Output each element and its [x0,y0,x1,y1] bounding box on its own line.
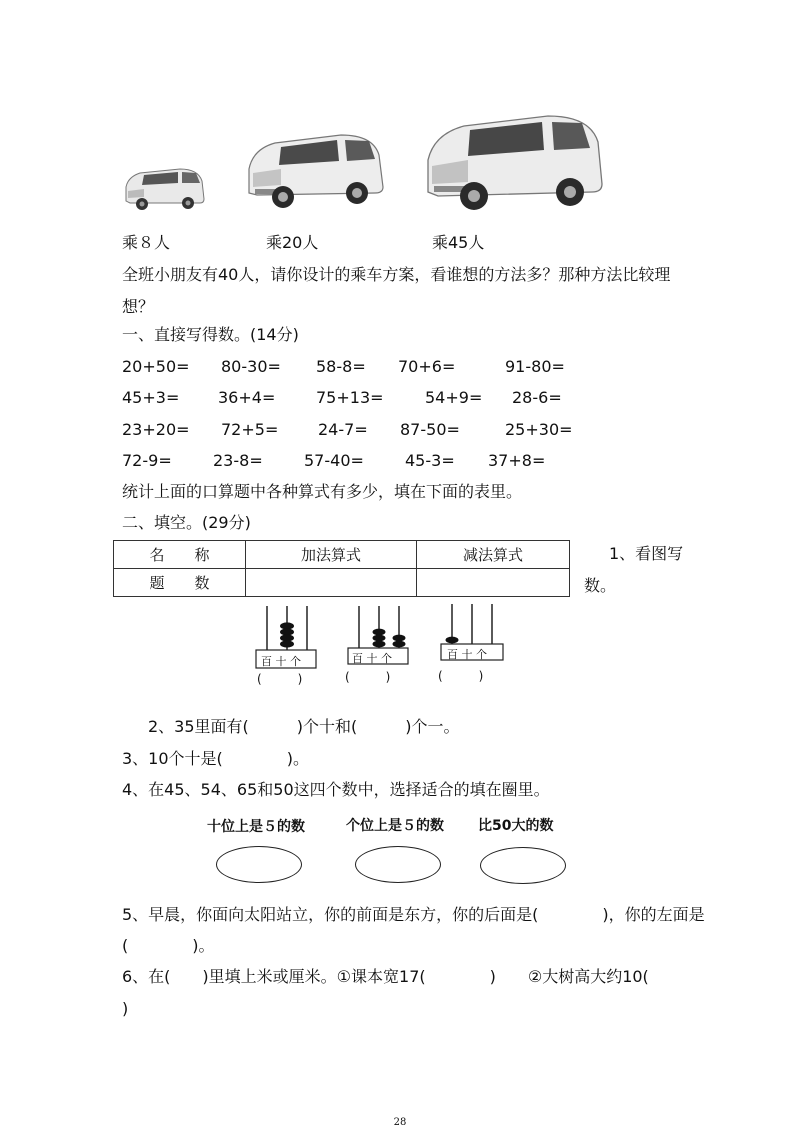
calc-item: 36+4= [218,388,276,407]
calc-item: 75+13= [316,388,384,407]
van-large-label: 乘45人 [432,233,485,252]
calc-item: 25+30= [505,420,573,439]
table-cell-addition-count[interactable] [246,569,417,597]
calc-item: 24-7= [318,420,368,439]
abacus-3-label: 百 十 个 [447,648,487,661]
abacus-3-answer[interactable]: ( ) [438,669,484,683]
calc-item: 45+3= [122,388,180,407]
calc-item: 23-8= [213,451,263,470]
q6-text-b: ) [122,999,129,1018]
van-small-image [120,163,206,215]
van-small-label: 乘８人 [122,233,171,252]
intro-line-2: 想？ [122,297,155,316]
table-cell-count-header: 题 数 [114,569,246,597]
calc-item: 72+5= [221,420,279,439]
q6-text-a: 6、在( )里填上米或厘米。①课本宽17( ) ②大树高大约10( [122,967,649,986]
q5-text-a: 5、早晨，你面向太阳站立，你的前面是东方，你的后面是( )，你的左面是 [122,905,705,924]
abacus-2-label: 百 十 个 [352,652,392,665]
section1-title: 一、直接写得数。(14分) [122,325,299,344]
abacus-1-answer[interactable]: ( ) [257,672,303,686]
section1-note: 统计上面的口算题中各种算式有多少，填在下面的表里。 [122,482,523,501]
table-cell-name-header: 名 称 [114,541,246,569]
answer-oval-ones-5[interactable] [355,846,441,883]
abacus-1-label: 百 十 个 [261,655,301,668]
q1-text-a: 1、看图写 [609,544,684,563]
calc-item: 54+9= [425,388,483,407]
calc-item: 45-3= [405,451,455,470]
q1-text-b: 数。 [584,576,617,595]
abacus-2-answer[interactable]: ( ) [345,670,391,684]
calc-item: 58-8= [316,357,366,376]
table-cell-addition-header: 加法算式 [246,541,417,569]
oval-title-greater-50: 比50大的数 [478,818,554,834]
table-row [114,541,570,569]
answer-oval-tens-5[interactable] [216,846,302,883]
section2-title: 二、填空。(29分) [122,513,251,532]
q5-text-b: ( )。 [122,936,215,955]
oval-title-tens-5: 十位上是５的数 [207,819,305,835]
calc-item: 72-9= [122,451,172,470]
page-number: 28 [393,1117,407,1128]
calc-item: 80-30= [221,357,281,376]
table-row [114,569,570,597]
q2-text: 2、35里面有( )个十和( )个一。 [148,717,460,736]
calc-item: 23+20= [122,420,190,439]
calc-item: 28-6= [512,388,562,407]
table-cell-subtraction-header: 减法算式 [417,541,570,569]
calc-item: 57-40= [304,451,364,470]
van-large-image [424,108,604,216]
calc-item: 70+6= [398,357,456,376]
calc-item: 37+8= [488,451,546,470]
van-medium-label: 乘20人 [266,233,319,252]
table-cell-subtraction-count[interactable] [417,569,570,597]
calc-item: 87-50= [400,420,460,439]
stats-table [113,540,570,597]
oval-title-ones-5: 个位上是５的数 [346,818,444,834]
intro-line-1: 全班小朋友有40人，请你设计的乘车方案，看谁想的方法多？那种方法比较理 [122,265,671,284]
calc-item: 20+50= [122,357,190,376]
q3-text: 3、10个十是( )。 [122,749,310,768]
van-medium-image [245,127,385,215]
calc-item: 91-80= [505,357,565,376]
answer-oval-greater-50[interactable] [480,847,566,884]
q4-text: 4、在45、54、65和50这四个数中，选择适合的填在圈里。 [122,780,550,799]
